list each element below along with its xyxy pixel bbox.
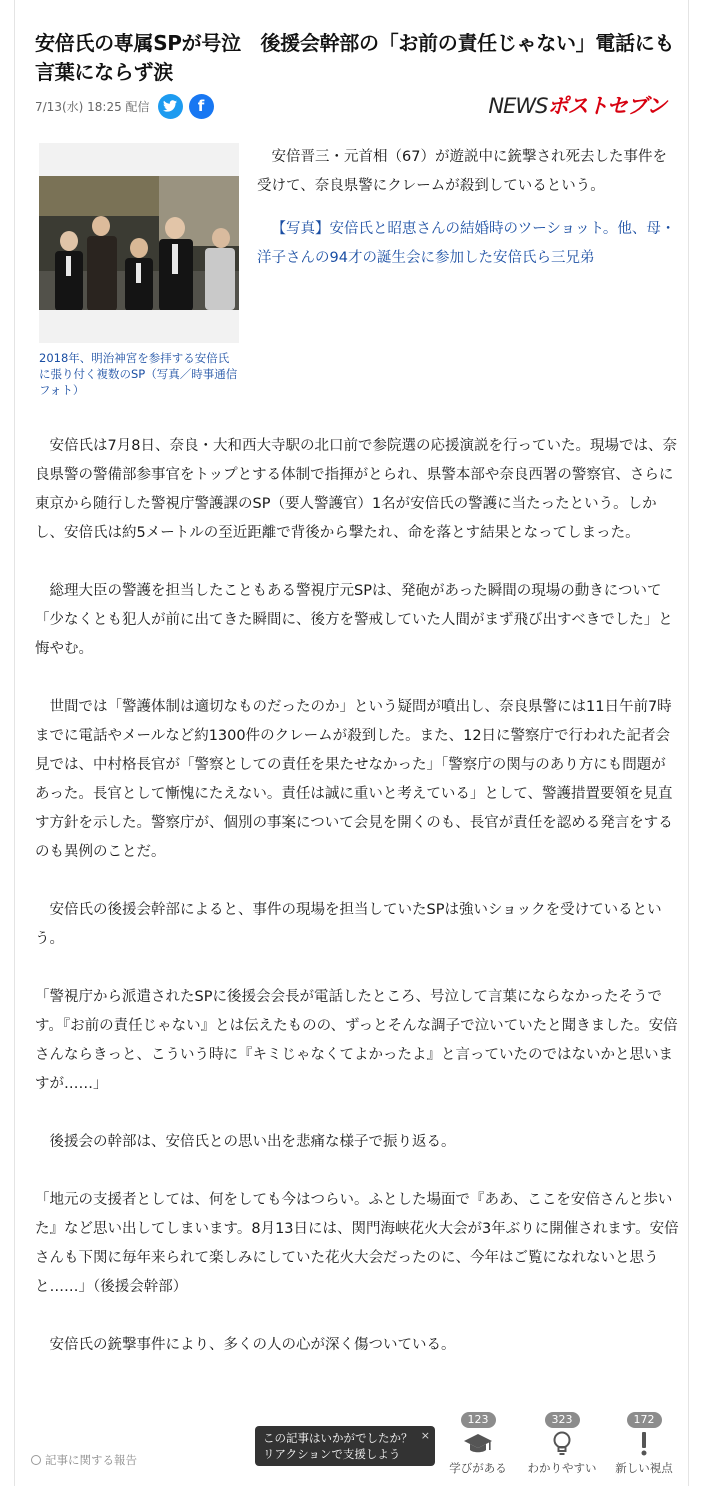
body-paragraph-1: 安倍氏は7月8日、奈良・大和西大寺駅の北口前で参院選の応援演説を行っていた。現場では、奈良県警の警備部参事官をトップとする体制で指揮がとられ、県警本部や奈良西署の警察官、さらに東京から随行した警視庁警護課のSP（要人警護官）1名が安倍氏の警護に当たったという。しかし、安倍氏は約5メートルの至近距離で背後から撃たれ、命を落とす結果となってしまった。 xyxy=(35,438,677,541)
twitter-share-icon[interactable] xyxy=(158,94,183,119)
article-body xyxy=(35,432,680,1389)
body-paragraph-4: 安倍氏の後援会幹部によると、事件の現場を担当していたSPは強いショックを受けているという。 xyxy=(35,902,662,947)
reaction-label: 学びがある xyxy=(449,1461,507,1475)
reaction-bar xyxy=(15,1400,690,1486)
reaction-count: 323 xyxy=(545,1412,580,1428)
reaction-count: 172 xyxy=(627,1412,662,1428)
reaction-tooltip xyxy=(255,1426,435,1466)
tooltip-line-2: リアクションで支援しよう xyxy=(263,1447,401,1461)
reaction-learn-button[interactable] xyxy=(443,1408,513,1476)
facebook-f-glyph: f xyxy=(197,96,205,115)
intro-paragraph: 安倍晋三・元首相（67）が遊説中に銃撃され死去した事件を受けて、奈良県警にクレームが殺到しているという。 xyxy=(257,149,667,194)
article-meta xyxy=(35,92,220,120)
logo-news-text: NEWS xyxy=(488,94,548,118)
article-intro xyxy=(257,143,677,287)
report-label: 記事に関する報告 xyxy=(45,1453,137,1467)
graduation-cap-icon xyxy=(443,1430,513,1458)
body-paragraph-2: 総理大臣の警護を担当したこともある警視庁元SPは、発砲があった瞬間の現場の動きについて「少なくとも犯人が前に出てきた瞬間に、後方を警戒していた人間がまず飛び出すべきでした」と悔やむ。 xyxy=(35,583,673,657)
body-paragraph-8: 安倍氏の銃撃事件により、多くの人の心が深く傷ついている。 xyxy=(49,1337,456,1353)
prohibited-icon xyxy=(31,1455,41,1465)
reaction-count: 123 xyxy=(461,1412,496,1428)
reaction-clear-button[interactable] xyxy=(527,1408,597,1476)
lightbulb-icon xyxy=(527,1430,597,1458)
article-title: 安倍氏の専属SPが号泣 後援会幹部の「お前の責任じゃない」電話にも言葉にならず涙 xyxy=(35,31,675,85)
reaction-new-perspective-button[interactable] xyxy=(609,1408,679,1476)
body-paragraph-6: 後援会の幹部は、安倍氏との思い出を悲痛な様子で振り返る。 xyxy=(49,1134,456,1150)
body-paragraph-7: 「地元の支援者としては、何をしても今はつらい。ふとした場面で『ああ、ここを安倍さんと歩いた』など思い出してしまいます。8月13日には、関門海峡花火大会が3年ぶりに開催されます。安倍さんも下関に毎年来られて楽しみにしていた花火大会だったのに、今年はご覧になれないと思うと……」（後援会幹部） xyxy=(35,1192,679,1295)
exclamation-icon xyxy=(609,1430,679,1458)
body-paragraph-5: 「警視庁から派遣されたSPに後援会会長が電話したところ、号泣して言葉にならなかったそうです。『お前の責任じゃない』とは伝えたものの、ずっとそんな調子で泣いていたと聞きました。安倍さんならきっと、こういう時に『キミじゃなくてよかったよ』と言っていたのではないかと思いますが……」 xyxy=(35,989,678,1092)
tooltip-line-1: この記事はいかがでしたか？ xyxy=(263,1431,413,1445)
reaction-label: 新しい視点 xyxy=(615,1461,673,1475)
publish-date: 7/13(水) 18:25 配信 xyxy=(35,99,150,114)
report-article-link[interactable] xyxy=(31,1452,137,1468)
article-photo[interactable] xyxy=(39,143,239,343)
body-paragraph-3: 世間では「警護体制は適切なものだったのか」という疑問が噴出し、奈良県警には11日午前7時までに電話やメールなど約1300件のクレームが殺到した。また、12日に警察庁で行われた記者会見では、中村格長官が「警察としての責任を果たせなかった」「警察庁の関与のあり方にも問題があった。長官として慚愧にたえない。責任は誠に重いと考えている」として、警護措置要領を見直す方針を示した。警察庁が、個別の事案について会見を開くのも、長官が責任を認める発言をするのも異例のことだ。 xyxy=(35,699,673,860)
reaction-label: わかりやすい xyxy=(527,1461,597,1475)
facebook-share-icon[interactable] xyxy=(189,94,214,119)
related-photo-link[interactable]: 【写真】安倍氏と昭恵さんの結婚時のツーショット。他、母・洋子さんの94才の誕生会に参加した安倍氏ら三兄弟 xyxy=(257,221,676,266)
newspostseven-logo[interactable] xyxy=(488,92,666,120)
article-photo-block xyxy=(39,143,239,398)
article-page xyxy=(14,0,689,1486)
tooltip-close-icon[interactable]: × xyxy=(420,1429,430,1442)
logo-postseven-text: ポストセブン xyxy=(547,94,666,118)
photo-caption: 2018年、明治神宮を参拝する安倍氏に張り付く複数のSP（写真／時事通信フォト） xyxy=(39,351,238,397)
